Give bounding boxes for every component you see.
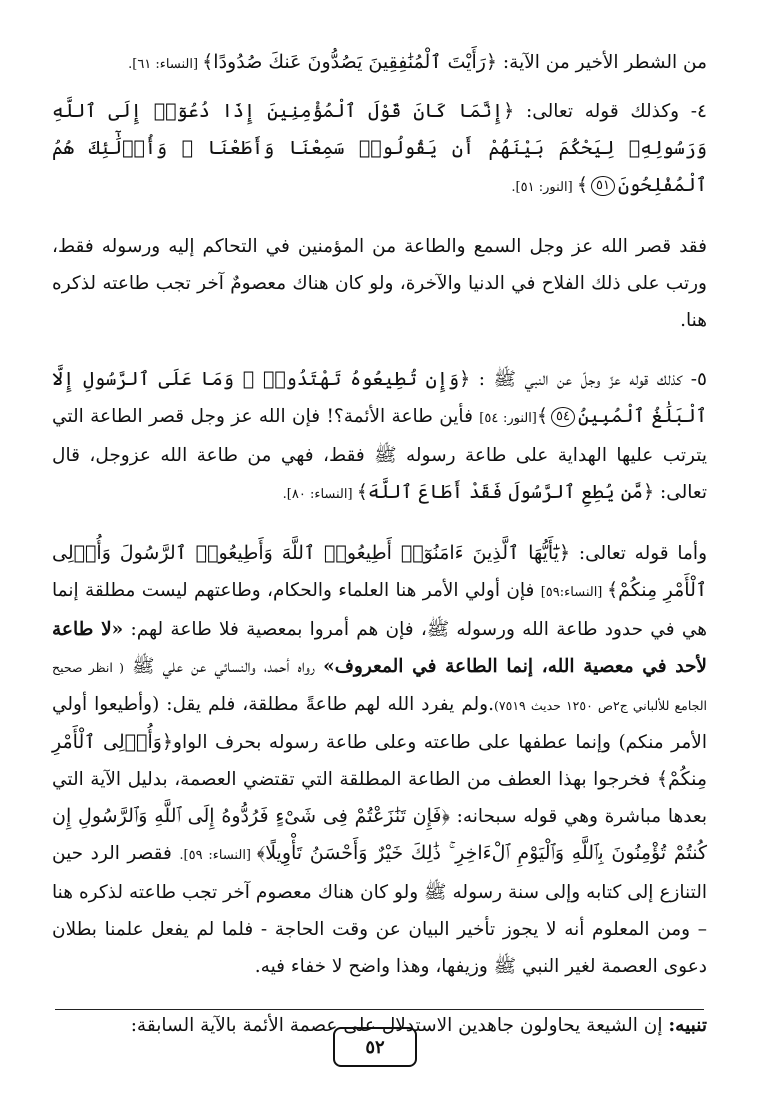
source-note: ( انظر صحيح الجامع للألباني ج٢ص ١٢٥٠ حديث ٧٥١٩): [52, 660, 707, 713]
verse-reference: [النساء: ٦١].: [128, 57, 203, 72]
text: فقصر الرد حين التنازع إلى كتابه وإلى سنة رسوله ﷺ ولو كان هناك معصوم آخر تجب طاعته لذكره هنا – ومن المعلوم أنه لا يجوز تأخير البيان عن وقت الحاجة - فلما لم يفعل علمنا بطلان دعوى العصمة لغير النبي ﷺ وزيفها، وهذا واضح لا خفاء فيه.: [52, 843, 707, 977]
quran-verse: ﴿رَأَيْتَ ٱلْمُنَٰفِقِينَ يَصُدُّونَ عَنكَ صُدُودًا﴾: [202, 51, 498, 73]
paragraph-5: [52, 535, 707, 985]
text: فقد قصر الله عز وجل السمع والطاعة من المؤمنين في التحاكم إليه ورسوله فقط، ورتب على ذلك الفلاح في الدنيا والآخرة، ولو كان هناك معصومٌ آخر تجب طاعته لذكره هنا.: [52, 236, 707, 331]
ayah-number-mark: ٥١: [591, 176, 615, 196]
text: من الشطر الأخير من الآية:: [497, 52, 707, 73]
text: فخرجوا بهذا العطف من الطاعة المطلقة التي تقتضي العصمة، بدليل الآية التي بعدها مباشرة وهي قوله سبحانه:: [52, 769, 708, 827]
verse-reference: [النور: ٥١].: [511, 180, 577, 195]
quran-verse: ﴿مَّن يُطِعِ ٱلرَّسُولَ فَقَدْ أَطَاعَ ٱللَّهَ﴾: [356, 481, 655, 503]
notice-label: تنبيه:: [668, 1015, 707, 1036]
verse-reference: [النساء: ٥٩].: [179, 848, 257, 863]
verse-reference: [النساء:٥٩]: [540, 585, 607, 600]
ayah-number-mark: ٥٤: [551, 407, 575, 427]
text: ٥- كذلك قوله عزّ وجلّ عن النبي ﷺ :: [470, 369, 707, 390]
text: .ولم يفرد الله لهم طاعةً مطلقة، فلم يقل: (وأطيعوا أولي الأمر منكم) وإنما عطفها على طاعته وعلى طاعة رسوله بحرف الواو: [52, 694, 707, 753]
text: رواه أحمد، والنسائي عن علي ﷺ: [124, 656, 324, 677]
text: فأين طاعة الأئمة؟! فإن الله عز وجل قصر الطاعة التي يترتب عليها الهداية على طاعة رسوله ﷺ فقط، فهي من طاعة الله عزوجل، قال تعالى:: [52, 406, 707, 503]
footer-divider: [55, 1009, 704, 1010]
paragraph-2: [52, 93, 707, 206]
page-number: ٥٢: [333, 1027, 417, 1067]
quran-verse: ﴿يَٰٓأَيُّهَا ٱلَّذِينَ ءَامَنُوٓا۟ أَطِيعُوا۟ ٱللَّهَ وَأَطِيعُوا۟ ٱلرَّسُولَ وَأُو۟لِى ٱلْأَمْرِ مِنكُمْ﴾: [52, 542, 707, 601]
quran-verse: ﴿إِنَّمَا كَانَ قَوْلَ ٱلْمُؤْمِنِينَ إِذَا دُعُوٓا۟ إِلَى ٱللَّهِ وَرَسُولِهِۦ لِيَحْكُمَ بَيْنَهُمْ أَن يَقُولُوا۟ سَمِعْنَا وَأَطَعْنَا ۚ وَأُو۟لَٰٓئِكَ هُمُ ٱلْمُفْلِحُونَ: [52, 100, 707, 196]
quran-bracket: ﴾: [536, 405, 549, 427]
verse-reference: [النساء: ٨٠].: [282, 487, 357, 502]
paragraph-1: [52, 44, 707, 83]
page-body: [52, 44, 707, 1066]
paragraph-4: [52, 361, 707, 513]
text: وأما قوله تعالى:: [570, 543, 708, 564]
text: إن الشيعة يحاولون جاهدين الاستدلال على عصمة الأئمة بالآية السابقة:: [130, 1015, 669, 1036]
paragraph-3: [52, 228, 707, 339]
quran-verse: ﴿وَأُو۟لِى ٱلْأَمْرِ مِنكُمْ﴾: [52, 731, 707, 790]
hadith-quote: «لا طاعة لأحد في معصية الله، إنما الطاعة في المعروف»: [52, 619, 707, 677]
verse-reference: [النور: ٥٤]: [479, 411, 537, 426]
text: ٤- وكذلك قوله تعالى:: [514, 101, 707, 122]
quran-bracket: ﴾: [576, 174, 588, 196]
quran-verse: ﴿فَإِن تَنَٰزَعْتُمْ فِى شَىْءٍ فَرُدُّوهُ إِلَى ٱللَّهِ وَٱلرَّسُولِ إِن كُنتُمْ تُؤْمِنُونَ بِٱللَّهِ وَٱلْيَوْمِ ٱلْءَاخِرِ ۚ ذَٰلِكَ خَيْرٌ وَأَحْسَنُ تَأْوِيلًا﴾: [52, 805, 707, 864]
quran-verse: ﴿وَإِن تُطِيعُوهُ تَهْتَدُوا۟ ۚ وَمَا عَلَى ٱلرَّسُولِ إِلَّا ٱلْبَلَٰغُ ٱلْمُبِينُ: [52, 368, 707, 427]
text: فإن أولي الأمر هنا العلماء والحكام، وطاعتهم ليست مطلقة إنما هي في حدود طاعة الله ورسوله ﷺ، فإن هم أمروا بمعصية فلا طاعة لهم:: [52, 580, 707, 640]
